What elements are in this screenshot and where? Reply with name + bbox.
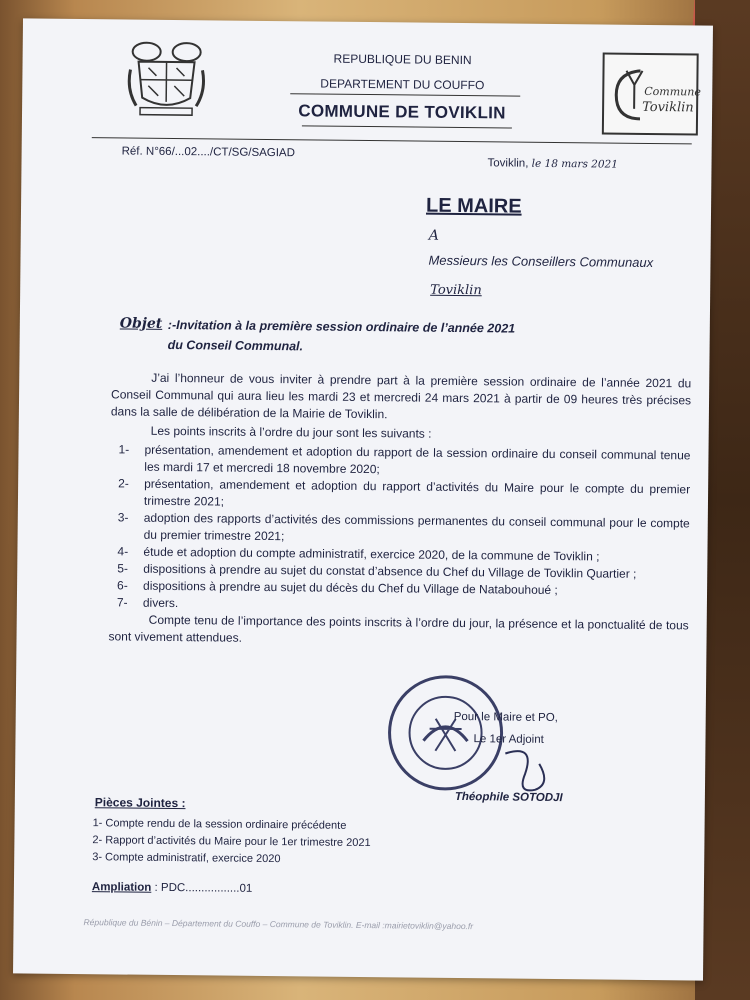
coat-of-arms-icon [126, 40, 207, 119]
header-separator [92, 137, 692, 144]
agenda-number: 4- [117, 544, 129, 559]
logo-text-commune: Commune [644, 84, 701, 99]
attachments-title: Pièces Jointes : [94, 795, 186, 811]
agenda-text: divers. [142, 595, 179, 611]
agenda-intro: Les points inscrits à l’ordre du jour sont les suivants : [150, 423, 432, 441]
attachment-item: 3- Compte administratif, exercice 2020 [92, 851, 281, 866]
agenda-text: présentation, amendement et adoption du rapport de la session ordinaire du conseil communal tenue les mardi 17 et mercredi 18 novembre 2020; [144, 442, 691, 477]
date-value: le 18 mars 2021 [531, 157, 618, 171]
header-commune: COMMUNE DE TOVIKLIN [298, 101, 506, 123]
agenda-number: 6- [117, 578, 128, 593]
to-word: A [428, 227, 439, 244]
logo-text-toviklin: Toviklin [642, 99, 694, 116]
agenda-text: étude et adoption du compte administratif, exercice 2020, de la commune de Toviklin ; [143, 544, 600, 564]
signature-line1: Pour le Maire et PO, [453, 710, 558, 725]
letter-page [13, 18, 713, 980]
header-divider [290, 93, 520, 96]
objet-line2: du Conseil Communal. [167, 337, 304, 354]
commune-logo [602, 52, 699, 135]
reference-number: Réf. N°66/...02..../CT/SG/SAGIAD [121, 145, 296, 160]
letter-body [108, 369, 691, 653]
intro-paragraph: J’ai l’honneur de vous inviter à prendre part à la première session ordinaire de l’année 2021 du Conseil Communal qui aura lieu les mardi 23 et mercredi 24 mars 2021 à partir de 09 heures très précises dans la salle de délibération de la Mairie de Toviklin. [110, 370, 692, 422]
agenda-number: 7- [116, 595, 128, 610]
agenda-text: dispositions à prendre au sujet du constat d’absence du Chef du Village de Toviklin Quartier ; [143, 561, 637, 581]
header-divider [302, 125, 512, 128]
letter-date [487, 157, 618, 170]
header-department: DEPARTEMENT DU COUFFO [320, 76, 485, 93]
agenda-list [109, 441, 691, 617]
header-republic: REPUBLIQUE DU BENIN [333, 51, 472, 68]
recipient-place: Toviklin [430, 282, 482, 299]
agenda-number: 2- [118, 476, 129, 491]
date-place: Toviklin, [487, 157, 529, 170]
attachments-list [92, 815, 371, 869]
signatory-name: Théophile SOTODJI [454, 790, 563, 805]
signature-block [385, 672, 646, 815]
agenda-text: présentation, amendement et adoption du rapport d’activités du Maire pour le compte du premier trimestre 2021; [143, 476, 691, 509]
ampliation-label: Ampliation [91, 881, 152, 894]
ampliation [92, 881, 253, 895]
recipient: Messieurs les Conseillers Communaux [428, 252, 654, 271]
closing-paragraph: Compte tenu de l’importance des points inscrits à l’ordre du jour, la présence et la ponctualité de tous sont vivement attendues. [108, 612, 689, 645]
agenda-number: 1- [118, 442, 130, 457]
sender-title: LE MAIRE [425, 194, 522, 218]
signature-line2: Le 1er Adjoint [473, 733, 544, 746]
objet-label: Objet [119, 315, 163, 332]
attachment-item: 1- Compte rendu de la session ordinaire précédente [92, 817, 347, 832]
agenda-number: 3- [117, 510, 129, 525]
attachment-item: 2- Rapport d’activités du Maire pour le 1er trimestre 2021 [92, 834, 371, 850]
agenda-text: dispositions à prendre au sujet du décès du Chef du Village de Natabouhoué ; [143, 578, 558, 598]
agenda-text: adoption des rapports d’activités des commissions permanentes du conseil communal pour le compte du premier trimestre 2021; [143, 510, 690, 544]
objet-line1: :-Invitation à la première session ordinaire de l’année 2021 [167, 317, 516, 336]
footer-text: République du Bénin – Département du Couffo – Commune de Toviklin. E-mail :mairietoviklin@yahoo.fr [83, 917, 474, 932]
agenda-number: 5- [117, 561, 129, 576]
ampliation-text: : PDC.................01 [154, 881, 253, 895]
